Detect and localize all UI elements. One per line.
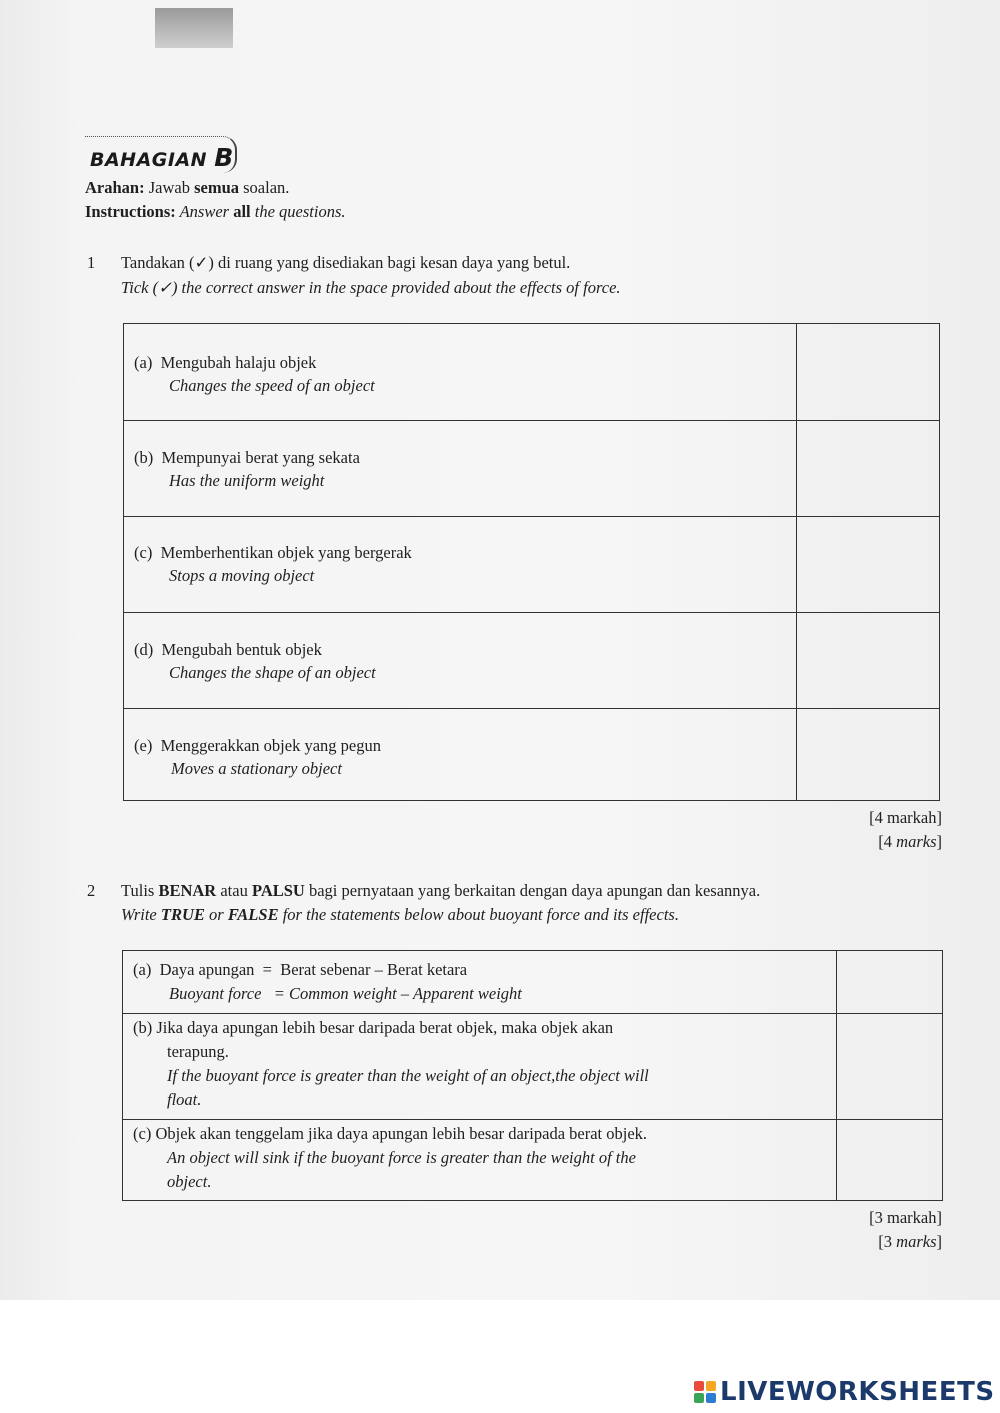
section-title: BAHAGIAN B [90,143,234,172]
tick-box-a[interactable] [798,324,939,420]
tick-box-b[interactable] [798,421,939,517]
instructions-ms: Arahan: Jawab semua soalan. [85,178,290,197]
item-text-ms: Menggerakkan objek yang pegun [160,736,381,755]
item-label: (e) [134,736,153,755]
item-text-ms: Daya apungan = Berat sebenar – Berat ketara [159,960,468,979]
liveworksheets-logo-icon [694,1381,716,1403]
item-label: (d) [134,640,154,659]
question-2-text-ms: Tulis BENAR atau PALSU bagi pernyataan yang berkaitan dengan daya apungan dan kesannya. [121,881,761,900]
item-text-en: Has the uniform weight [169,471,325,490]
answer-box-c[interactable] [838,1120,942,1201]
item-text-ms: Memberhentikan objek yang bergerak [160,543,412,562]
item-label: (c) [133,1124,152,1143]
question-2-marks-en: [3 marks] [878,1232,942,1251]
question-1-marks-en: [4 marks] [878,832,942,851]
question-2-marks-ms: [3 markah] [869,1208,942,1227]
item-text-ms-cont: terapung. [167,1042,229,1061]
liveworksheets-logo[interactable] [694,1377,995,1407]
item-text-en-cont: object. [167,1172,212,1191]
tick-box-d[interactable] [798,613,939,709]
table-row [123,1013,942,1120]
item-text-ms: Mempunyai berat yang sekata [161,448,360,467]
instructions-en: Instructions: Answer all the questions. [85,202,346,221]
table-row [123,951,942,1013]
table-row [124,612,939,709]
item-label: (b) [133,1018,153,1037]
item-text-ms: Mengubah bentuk objek [161,640,322,659]
item-text-en: Changes the shape of an object [169,663,376,682]
effects-of-force-table [123,323,940,801]
item-label: (c) [134,543,153,562]
table-row [124,708,939,801]
question-1-number: 1 [87,253,96,272]
table-row [124,420,939,517]
item-text-en: If the buoyant force is greater than the weight of an object,the object will [167,1066,649,1085]
item-text-ms: Objek akan tenggelam jika daya apungan lebih besar daripada berat objek. [155,1124,648,1143]
item-text-ms: Mengubah halaju objek [160,353,317,372]
item-text-en: Buoyant force = Common weight – Apparent weight [169,984,522,1003]
question-2-number: 2 [87,881,96,900]
question-1-text-en: Tick (✓) the correct answer in the space provided about the effects of force. [121,278,621,297]
tick-box-e[interactable] [798,709,939,801]
item-text-ms: Jika daya apungan lebih besar daripada berat objek, maka objek akan [156,1018,614,1037]
answer-box-b[interactable] [838,1014,942,1120]
table-row [123,1119,942,1201]
item-text-en: Changes the speed of an object [169,376,375,395]
table-row [124,516,939,613]
section-header [85,136,237,173]
item-text-en: Stops a moving object [169,566,315,585]
table-row [124,324,939,420]
question-1-marks-ms: [4 markah] [869,808,942,827]
item-text-en-cont: float. [167,1090,202,1109]
item-text-en: Moves a stationary object [171,759,342,778]
item-text-en: An object will sink if the buoyant force is greater than the weight of the [167,1148,636,1167]
buoyant-force-table [122,950,943,1201]
answer-box-a[interactable] [838,951,942,1013]
question-2-text-en: Write TRUE or FALSE for the statements below about buoyant force and its effects. [121,905,679,924]
tick-box-c[interactable] [798,517,939,613]
liveworksheets-wordmark: LIVEWORKSHEETS [720,1377,995,1407]
item-label: (a) [134,353,153,372]
item-label: (a) [133,960,152,979]
item-label: (b) [134,448,154,467]
scan-artifact [155,8,233,48]
question-1-text-ms: Tandakan (✓) di ruang yang disediakan bagi kesan daya yang betul. [121,253,571,272]
